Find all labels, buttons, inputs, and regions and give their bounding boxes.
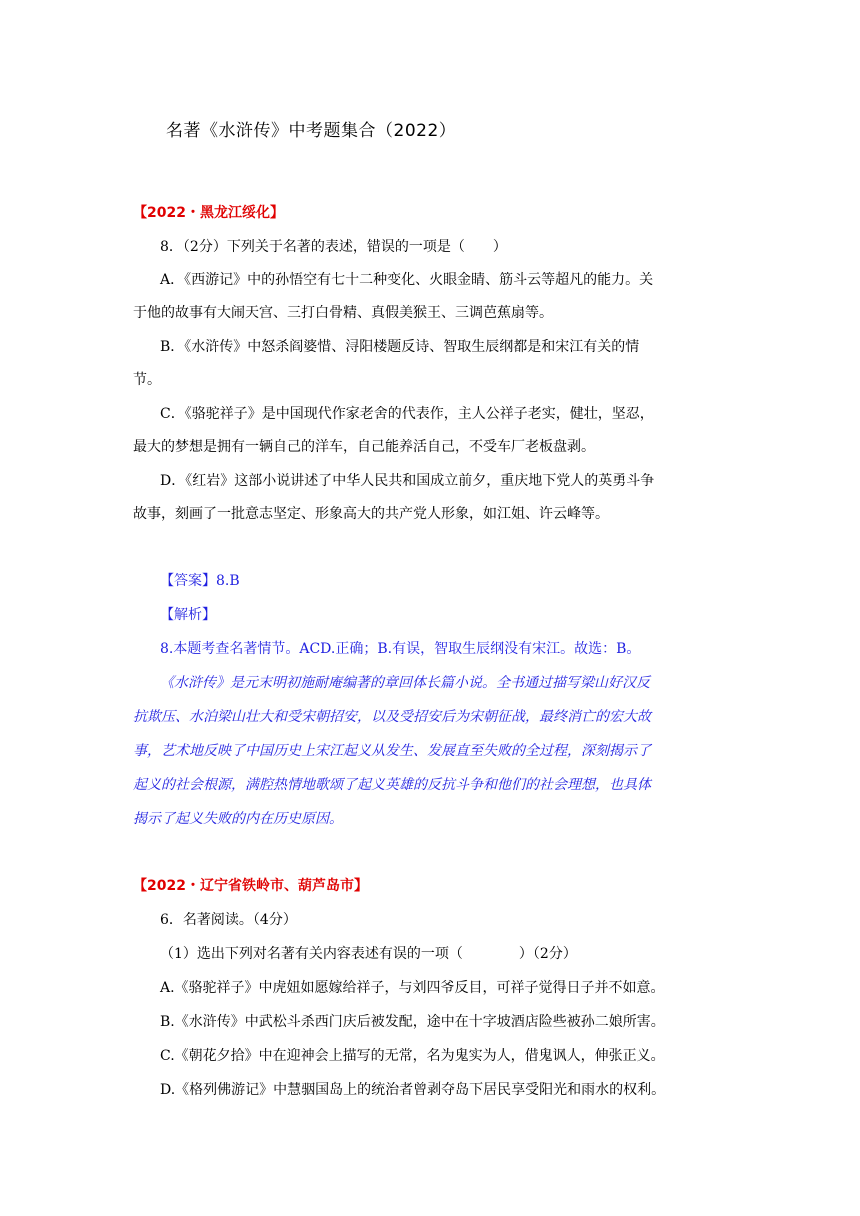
option-a: A.《骆驼祥子》中虎妞如愿嫁给祥子，与刘四爷反目，可祥子觉得日子并不如意。 xyxy=(160,980,665,996)
option-a-line2: 于他的故事有大闹天宫、三打白骨精、真假美猴王、三调芭蕉扇等。 xyxy=(133,305,553,321)
option-b-line2: 节。 xyxy=(133,372,161,388)
question-source: 【2022・黑龙江绥化】 xyxy=(133,205,284,221)
page-title: 名著《水浒传》中考题集合（2022） xyxy=(166,121,457,141)
analysis-line6: 揭示了起义失败的内在历史原因。 xyxy=(133,811,343,827)
analysis-line4: 事，艺术地反映了中国历史上宋江起义从发生、发展直至失败的全过程，深刻揭示了 xyxy=(133,743,651,759)
sub-question: （1）选出下列对名著有关内容表述有误的一项（ ）（2分） xyxy=(160,946,577,962)
analysis-line5: 起义的社会根源，满腔热情地歌颂了起义英雄的反抗斗争和他们的社会理想，也具体 xyxy=(133,777,651,793)
analysis-line1: 8.本题考查名著情节。ACD.正确；B.有误，智取生辰纲没有宋江。故选：B。 xyxy=(160,641,641,657)
option-c-line2: 最大的梦想是拥有一辆自己的洋车，自己能养活自己，不受车厂老板盘剥。 xyxy=(133,439,595,455)
question-source: 【2022・辽宁省铁岭市、葫芦岛市】 xyxy=(133,878,368,894)
question-stem: 8．（2分）下列关于名著的表述，错误的一项是（ ） xyxy=(160,239,507,255)
analysis-label: 【解析】 xyxy=(160,607,216,623)
option-d: D.《格列佛游记》中慧骃国岛上的统治者曾剥夺岛下居民享受阳光和雨水的权利。 xyxy=(160,1082,666,1098)
option-a-line1: A．《西游记》中的孙悟空有七十二种变化、火眼金睛、筋斗云等超凡的能力。关 xyxy=(160,272,654,288)
option-b: B.《水浒传》中武松斗杀西门庆后被发配，途中在十字坡酒店险些被孙二娘所害。 xyxy=(160,1014,665,1030)
analysis-line3: 抗欺压、水泊梁山壮大和受宋朝招安，以及受招安后为宋朝征战，最终消亡的宏大故 xyxy=(133,709,651,725)
question-stem: 6．名著阅读。（4分） xyxy=(160,912,297,928)
option-b-line1: B．《水浒传》中怒杀阎婆惜、浔阳楼题反诗、智取生辰纲都是和宋江有关的情 xyxy=(160,339,640,355)
answer: 【答案】8.B xyxy=(160,573,240,589)
option-c: C.《朝花夕拾》中在迎神会上描写的无常，名为鬼实为人，借鬼讽人，伸张正义。 xyxy=(160,1048,665,1064)
analysis-line2: 《水浒传》是元末明初施耐庵编著的章回体长篇小说。全书通过描写梁山好汉反 xyxy=(160,675,650,691)
option-d-line2: 故事，刻画了一批意志坚定、形象高大的共产党人形象，如江姐、许云峰等。 xyxy=(133,506,609,522)
option-d-line1: D．《红岩》这部小说讲述了中华人民共和国成立前夕，重庆地下党人的英勇斗争 xyxy=(160,473,655,489)
option-c-line1: C．《骆驼祥子》是中国现代作家老舍的代表作，主人公祥子老实，健壮，坚忍， xyxy=(160,406,654,422)
